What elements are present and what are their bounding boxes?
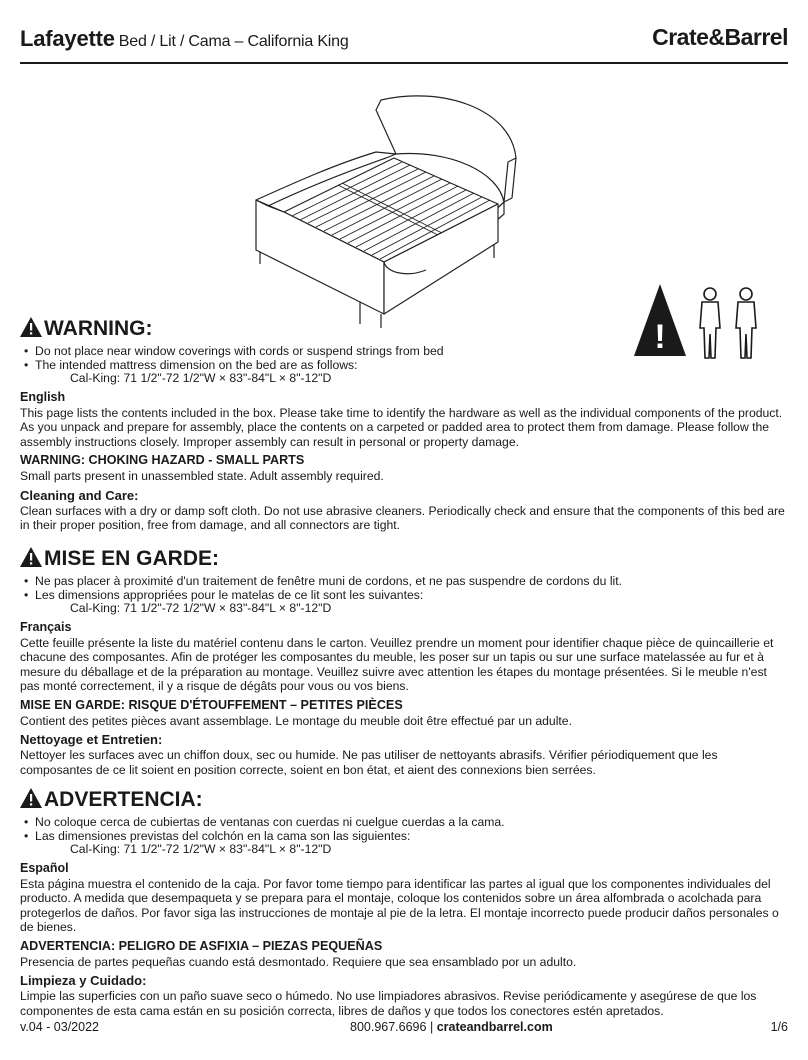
brand-logo: Crate&Barrel [652, 24, 788, 50]
spanish-care-title: Limpieza y Cuidado: [20, 973, 147, 989]
page-number: 1/6 [770, 1020, 788, 1034]
page-header [20, 24, 788, 60]
contact-info [350, 1020, 553, 1034]
french-choking-title: MISE EN GARDE: RISQUE D'ÉTOUFFEMENT – PETITES PIÈCES [20, 697, 403, 712]
english-dimensions: Cal-King: 71 1/2"-72 1/2"W × 83"-84"L × 8"-12"D [70, 371, 332, 385]
spanish-language-label: Español [20, 860, 69, 875]
english-intro: This page lists the contents included in the box. Please take time to identify the hardware as well as the individual components of the product. As you unpack and prepare for assembly, place the contents on a carpeted or padded area to protect them from damage. Please follow the assembly instructions closely. Improper assembly can result in personal or property damage. [20, 405, 783, 449]
french-intro: Cette feuille présente la liste du matériel contenu dans le carton. Veuillez prendre un moment pour identifier chaque pièce de quincaillerie et chacune des composantes. Afin de protéger les composantes du meuble, les poser sur un tapis ou sur une surface matelassée au fur et à mesure du déballage et de la préparation au montage. Veuillez suivre avec attention les étapes du montage présentées. Si le meuble n'est pas monté correctement, il y a risque de dégâts pour vous ou vos biens. [20, 635, 774, 694]
spanish-section [20, 787, 788, 1023]
spanish-warning-title: ADVERTENCIA: [44, 788, 203, 811]
spanish-warning-heading [20, 787, 788, 813]
spanish-dimensions: Cal-King: 71 1/2"-72 1/2"W × 83"-84"L × 8"-12"D [70, 842, 332, 856]
page-footer [20, 1020, 788, 1038]
spanish-choking-text: Presencia de partes pequeñas cuando está desmontado. Requiere que sea ensamblado por un adulto. [20, 954, 577, 969]
french-warning-heading [20, 546, 788, 572]
footer-separator: | [429, 1020, 434, 1034]
french-warning-title: MISE EN GARDE: [44, 547, 220, 570]
warning-triangle-icon [20, 317, 42, 337]
spanish-intro: Esta página muestra el contenido de la caja. Por favor tome tiempo para identificar las partes al igual que los componentes individuales del producto. A medida que desempaqueta y se prepara para el montaje, coloque los contenidos sobre un área alfombrada o acolchada para protegerlos de daños. Por favor siga las instrucciones de montaje al pie de la letra. El montaje incorrecto puede producir daños personales o de bienes. [20, 876, 779, 935]
spanish-bullet-2: • Las dimensiones previstas del colchón en la cama son las siguientes: [24, 828, 411, 843]
english-choking-text: Small parts present in unassembled state. Adult assembly required. [20, 469, 384, 484]
warning-triangle-icon [20, 547, 42, 567]
page-title [20, 26, 349, 52]
french-bullet-2: • Les dimensions appropriées pour le matelas de ce lit sont les suivantes: [24, 587, 424, 602]
english-warning-heading [20, 316, 788, 342]
header-divider [20, 62, 788, 64]
phone-number: 800.967.6696 [350, 1020, 427, 1034]
english-language-label: English [20, 389, 66, 404]
english-care-title: Cleaning and Care: [20, 487, 139, 503]
english-warning-title: WARNING: [44, 317, 153, 340]
french-care-text: Nettoyer les surfaces avec un chiffon doux, sec ou humide. Ne pas utiliser de nettoyants abrasifs. Vérifier périodiquement que les composantes de ce lit soient en position correcte, soient en bon état, et aient des connexions bien serrées. [20, 748, 718, 778]
french-care-title: Nettoyage et Entretien: [20, 732, 163, 748]
french-choking-text: Contient des petites pièces avant assemblage. Le montage du meuble doit être effectué par un adulte. [20, 713, 572, 728]
warning-triangle-icon [20, 788, 42, 808]
french-section [20, 546, 788, 782]
english-bullet-1: • Do not place near window coverings with cords or suspend strings from bed [24, 344, 444, 358]
version-date: v.04 - 03/2022 [20, 1020, 99, 1034]
spanish-choking-title: ADVERTENCIA: PELIGRO DE ASFIXIA – PIEZAS PEQUEÑAS [20, 938, 383, 953]
spanish-care-text: Limpie las superficies con un paño suave seco o húmedo. No use limpiadores abrasivos. Revise periódicamente y asegúrese de que los componentes de esta cama están en su posición correcta, libres de daños y que todos los conectores estén apretados. [20, 989, 757, 1019]
svg-text:!: ! [654, 318, 666, 356]
english-choking-title: WARNING: CHOKING HAZARD - SMALL PARTS [20, 453, 305, 468]
website-link[interactable]: crateandbarrel.com [436, 1020, 553, 1034]
bed-frame-illustration-icon [236, 92, 520, 332]
english-bullet-2: • The intended mattress dimension on the bed are as follows: [24, 357, 358, 372]
spanish-bullet-1: • No coloque cerca de cubiertas de ventanas con cuerdas ni cuelgue cuerdas a la cama. [24, 815, 505, 829]
product-name: Lafayette [20, 26, 115, 51]
english-section [20, 316, 788, 537]
french-language-label: Français [20, 619, 72, 634]
french-bullet-1: • Ne pas placer à proximité d'un traitement de fenêtre muni de cordons, et ne pas suspendre de cordons du lit. [24, 574, 623, 588]
product-subtitle: Bed / Lit / Cama – California King [118, 33, 349, 50]
french-dimensions: Cal-King: 71 1/2"-72 1/2"W × 83"-84"L × 8"-12"D [70, 601, 332, 615]
english-care-text: Clean surfaces with a dry or damp soft cloth. Do not use abrasive cleaners. Periodically check and ensure that the components of this bed are in their proper position, free from damage, and all connectors are tight. [20, 503, 785, 533]
